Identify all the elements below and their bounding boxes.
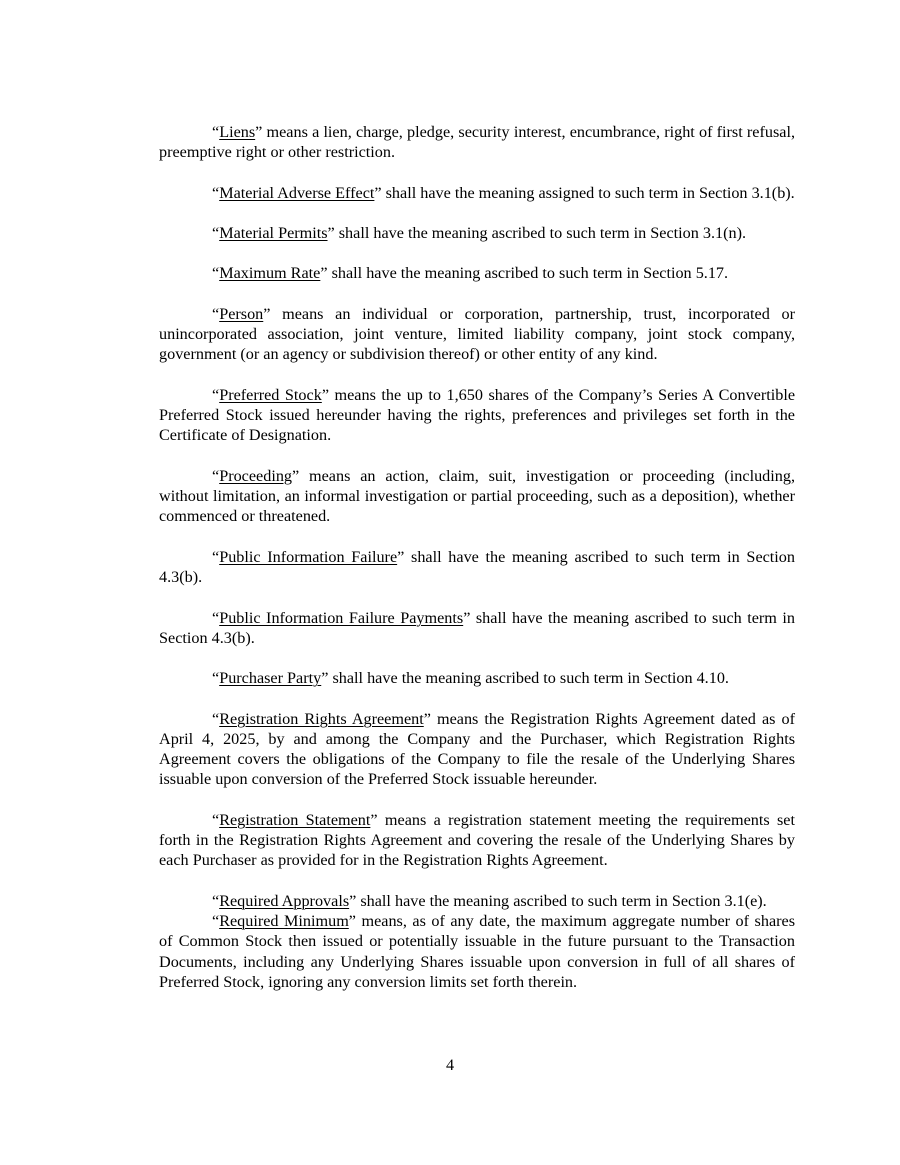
definition-person (159, 304, 795, 365)
definition-text: ” means an action, claim, suit, investigation or proceeding (including, without limitation, an informal investigation or partial proceeding, such as a deposition), whether commenced or threatened. (159, 466, 795, 526)
defined-term: Material Adverse Effect (219, 183, 375, 202)
defined-term: Required Approvals (219, 891, 350, 910)
defined-term: Registration Rights Agreement (219, 709, 424, 728)
definition-text: ” means the up to 1,650 shares of the Company’s Series A Convertible Preferred Stock issued hereunder having the rights, preferences and privileges set forth in the Certificate of Designation. (159, 385, 796, 445)
definition-text: ” means a lien, charge, pledge, security interest, encumbrance, right of first refusal, preemptive right or other restriction. (159, 123, 795, 162)
open-quote: “ (212, 123, 220, 141)
defined-term: Proceeding (219, 466, 293, 485)
definition-material-adverse-effect (159, 183, 795, 203)
definition-public-information-failure (159, 547, 795, 588)
open-quote: “ (212, 466, 220, 485)
open-quote: “ (212, 385, 220, 404)
open-quote: “ (212, 547, 220, 566)
definition-registration-statement (159, 810, 795, 871)
definition-proceeding (159, 466, 795, 527)
definition-text: ” means a registration statement meeting the requirements set forth in the Registration Rights Agreement and covering the resale of the Underlying Shares by each Purchaser as provided for in the Registration Rights Agreement. (159, 810, 795, 870)
defined-term: Public Information Failure Payments (219, 608, 464, 627)
open-quote: “ (212, 709, 220, 728)
open-quote: “ (212, 810, 220, 829)
defined-term: Person (219, 304, 264, 323)
definition-text: ” shall have the meaning ascribed to such term in Section 3.1(e). (349, 891, 767, 910)
open-quote: “ (212, 891, 220, 910)
definition-text: ” shall have the meaning ascribed to such term in Section 5.17. (320, 264, 729, 283)
defined-term: Registration Statement (219, 810, 371, 829)
definition-maximum-rate (159, 263, 795, 283)
definition-purchaser-party (159, 668, 795, 688)
definition-text: ” means an individual or corporation, partnership, trust, incorporated or unincorporated association, joint venture, limited liability company, joint stock company, government (or an agency or subdivision thereof) or other entity of any kind. (159, 304, 795, 364)
open-quote: “ (212, 304, 220, 323)
open-quote: “ (212, 608, 220, 627)
definition-required-approvals (159, 891, 795, 911)
definition-liens (159, 122, 795, 163)
document-page-body (159, 122, 795, 992)
definition-required-minimum (159, 911, 795, 992)
defined-term: Liens (219, 123, 256, 141)
defined-term: Purchaser Party (219, 669, 322, 688)
open-quote: “ (212, 183, 220, 202)
definition-text: ” means, as of any date, the maximum aggregate number of shares of Common Stock then issued or potentially issuable in the future pursuant to the Transaction Documents, including any Underlying Shares issuable upon conversion in full of all shares of Preferred Stock, ignoring any conversion limits set forth therein. (159, 912, 796, 992)
defined-term: Material Permits (219, 224, 328, 243)
definition-text: ” shall have the meaning ascribed to such term in Section 4.10. (321, 669, 729, 688)
definition-preferred-stock (159, 385, 795, 446)
open-quote: “ (212, 264, 220, 283)
page-number: 4 (445, 1056, 455, 1074)
definition-text: ” shall have the meaning ascribed to such term in Section 4.3(b). (159, 547, 795, 587)
defined-term: Preferred Stock (219, 385, 322, 404)
defined-term: Public Information Failure (219, 547, 398, 566)
defined-term: Maximum Rate (219, 264, 321, 283)
definition-text: ” shall have the meaning ascribed to such term in Section 4.3(b). (159, 608, 795, 647)
definition-text: ” shall have the meaning assigned to such term in Section 3.1(b). (374, 183, 795, 202)
open-quote: “ (212, 669, 220, 688)
definition-registration-rights-agreement (159, 709, 795, 790)
definition-material-permits (159, 223, 795, 243)
definition-public-information-failure-payments (159, 608, 795, 649)
definition-text: ” means the Registration Rights Agreement dated as of April 4, 2025, by and among the Company and the Purchaser, which Registration Rights Agreement covers the obligations of the Company to file the resale of the Underlying Shares issuable upon conversion of the Preferred Stock issuable hereunder. (159, 709, 795, 789)
open-quote: “ (212, 912, 220, 931)
open-quote: “ (212, 224, 220, 243)
definition-text: ” shall have the meaning ascribed to such term in Section 3.1(n). (327, 224, 747, 243)
defined-term: Required Minimum (219, 912, 349, 931)
